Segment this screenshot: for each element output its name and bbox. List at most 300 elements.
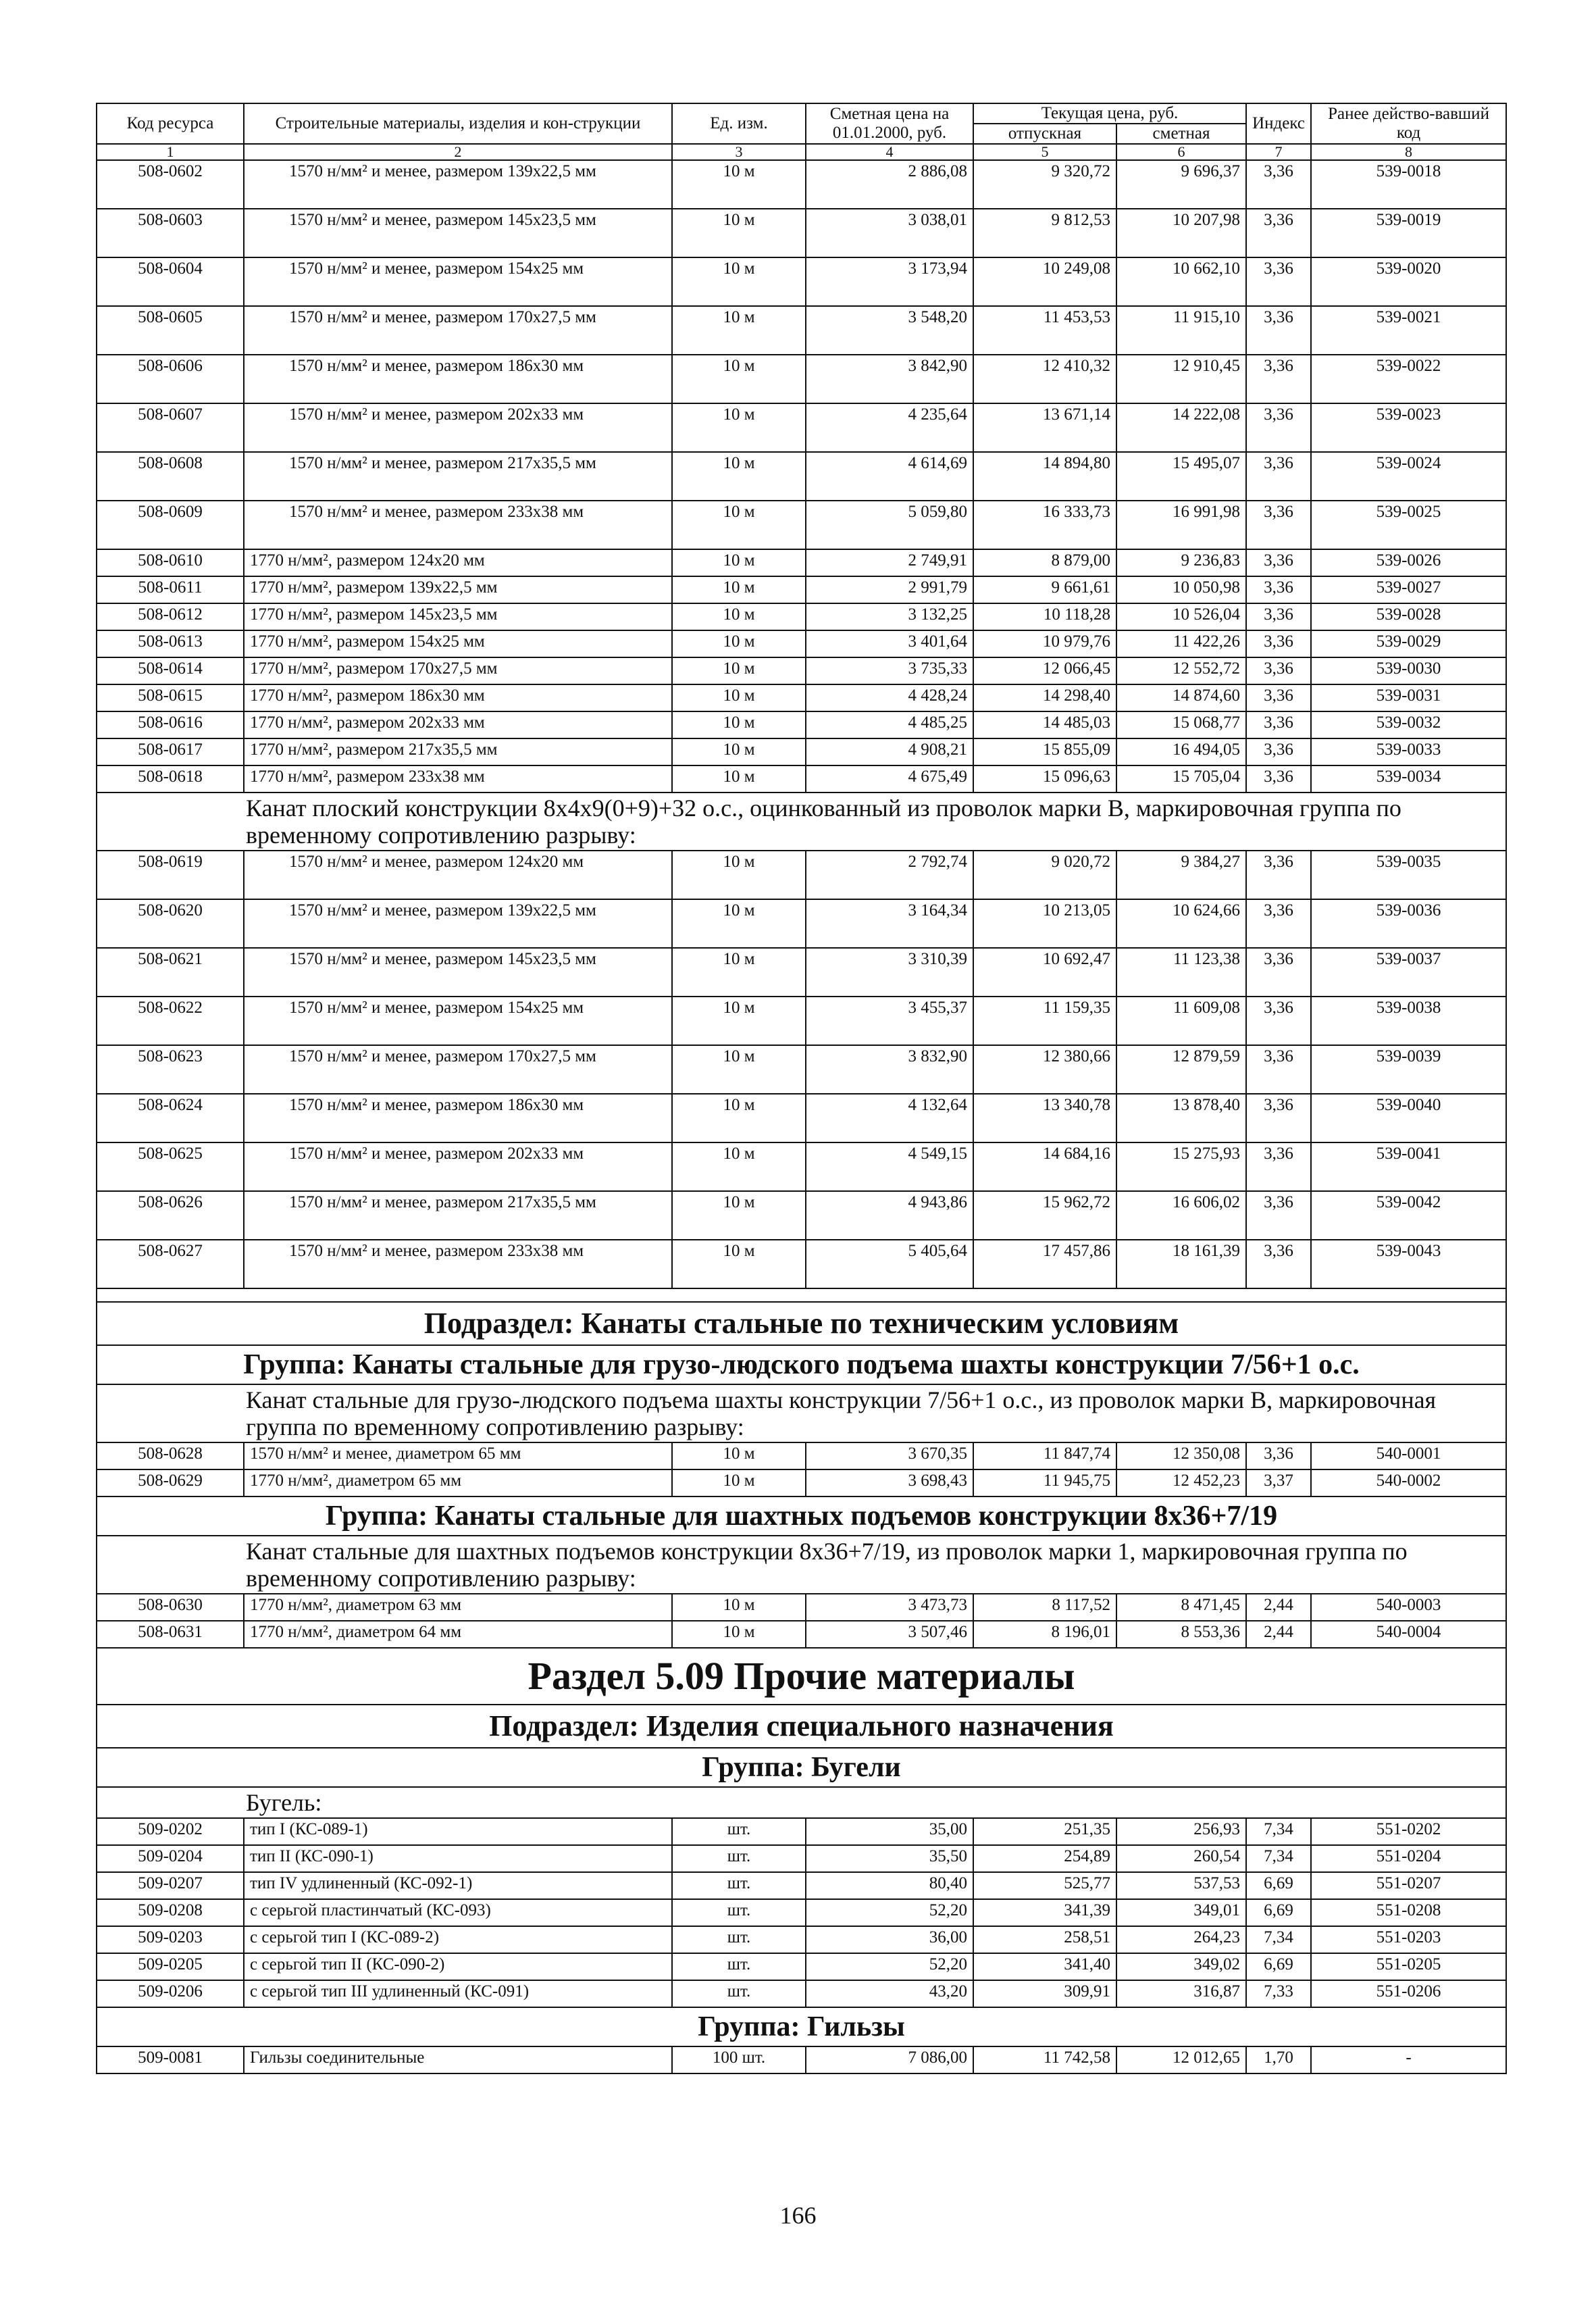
unit-cell: 10 м <box>672 997 806 1045</box>
estimate-price-cell: 16 494,05 <box>1116 738 1246 765</box>
code-cell: 508-0621 <box>97 948 244 997</box>
price-table <box>96 103 1507 2074</box>
name-cell: с серьгой тип I (КС-089-2) <box>244 1926 672 1953</box>
index-cell: 3,36 <box>1246 355 1311 403</box>
base-price-cell: 5 059,80 <box>806 501 973 549</box>
note-7-56: Канат стальные для грузо-людского подъема шахты конструкции 7/56+1 о.с., из проволок марки В, маркировочная группа по временному сопротивлению разрыву: <box>97 1384 1506 1442</box>
old-code-cell: 539-0032 <box>1311 711 1506 738</box>
old-code-cell: 539-0037 <box>1311 948 1506 997</box>
old-code-cell: 551-0205 <box>1311 1953 1506 1980</box>
base-price-cell: 3 401,64 <box>806 630 973 657</box>
unit-cell: 100 шт. <box>672 2046 806 2073</box>
index-cell: 3,36 <box>1246 948 1311 997</box>
table-row <box>97 1872 1506 1899</box>
table-row <box>97 1045 1506 1094</box>
header-index: Индекс <box>1246 103 1311 144</box>
table-row <box>97 403 1506 452</box>
old-code-cell: 539-0039 <box>1311 1045 1506 1094</box>
release-price-cell: 10 979,76 <box>973 630 1116 657</box>
page-number: 166 <box>779 2202 817 2229</box>
table-row <box>97 765 1506 793</box>
old-code-cell: 539-0029 <box>1311 630 1506 657</box>
base-price-cell: 3 038,01 <box>806 209 973 257</box>
table-row <box>97 684 1506 711</box>
unit-cell: 10 м <box>672 549 806 576</box>
estimate-price-cell: 11 422,26 <box>1116 630 1246 657</box>
release-price-cell: 9 812,53 <box>973 209 1116 257</box>
code-cell: 508-0609 <box>97 501 244 549</box>
estimate-price-cell: 9 384,27 <box>1116 851 1246 899</box>
unit-cell: 10 м <box>672 738 806 765</box>
estimate-price-cell: 16 991,98 <box>1116 501 1246 549</box>
release-price-cell: 15 096,63 <box>973 765 1116 793</box>
base-price-cell: 36,00 <box>806 1926 973 1953</box>
table-row <box>97 603 1506 630</box>
table-row <box>97 1442 1506 1469</box>
release-price-cell: 9 320,72 <box>973 160 1116 209</box>
estimate-price-cell: 316,87 <box>1116 1980 1246 2007</box>
unit-cell: 10 м <box>672 1594 806 1621</box>
table-row <box>97 1094 1506 1142</box>
name-cell: 1570 н/мм² и менее, размером 186x30 мм <box>244 355 672 403</box>
old-code-cell: 551-0202 <box>1311 1818 1506 1845</box>
index-cell: 2,44 <box>1246 1621 1311 1648</box>
header-code: Код ресурса <box>97 103 244 144</box>
header-estimate-price: сметная <box>1116 124 1246 144</box>
estimate-price-cell: 9 236,83 <box>1116 549 1246 576</box>
code-cell: 509-0206 <box>97 1980 244 2007</box>
release-price-cell: 11 945,75 <box>973 1469 1116 1496</box>
header-current-price: Текущая цена, руб. <box>973 103 1246 124</box>
column-numbers-row <box>97 144 1506 160</box>
code-cell: 508-0607 <box>97 403 244 452</box>
name-cell: 1570 н/мм² и менее, размером 154x25 мм <box>244 257 672 306</box>
name-cell: тип II (КС-090-1) <box>244 1845 672 1872</box>
name-cell: 1570 н/мм² и менее, размером 233x38 мм <box>244 1240 672 1288</box>
code-cell: 508-0619 <box>97 851 244 899</box>
code-cell: 508-0627 <box>97 1240 244 1288</box>
release-price-cell: 14 684,16 <box>973 1142 1116 1191</box>
header-unit: Ед. изм. <box>672 103 806 144</box>
unit-cell: 10 м <box>672 209 806 257</box>
release-price-cell: 10 118,28 <box>973 603 1116 630</box>
old-code-cell: 539-0022 <box>1311 355 1506 403</box>
unit-cell: 10 м <box>672 452 806 501</box>
estimate-price-cell: 15 495,07 <box>1116 452 1246 501</box>
old-code-cell: 539-0024 <box>1311 452 1506 501</box>
unit-cell: 10 м <box>672 1094 806 1142</box>
table-row <box>97 1926 1506 1953</box>
old-code-cell: 539-0028 <box>1311 603 1506 630</box>
old-code-cell: 551-0208 <box>1311 1899 1506 1926</box>
code-cell: 508-0623 <box>97 1045 244 1094</box>
old-code-cell: 539-0030 <box>1311 657 1506 684</box>
subsection-special-title: Подраздел: Изделия специального назначения <box>97 1705 1506 1748</box>
estimate-price-cell: 349,01 <box>1116 1899 1246 1926</box>
code-cell: 508-0618 <box>97 765 244 793</box>
column-number: 2 <box>244 144 672 160</box>
header-base-price: Сметная цена на 01.01.2000, руб. <box>806 103 973 144</box>
unit-cell: 10 м <box>672 576 806 603</box>
old-code-cell: 540-0001 <box>1311 1442 1506 1469</box>
release-price-cell: 8 117,52 <box>973 1594 1116 1621</box>
index-cell: 3,36 <box>1246 1045 1311 1094</box>
old-code-cell: 540-0002 <box>1311 1469 1506 1496</box>
group-sleeves-title-row <box>97 2007 1506 2046</box>
code-cell: 509-0204 <box>97 1845 244 1872</box>
base-price-cell: 4 943,86 <box>806 1191 973 1240</box>
column-number: 7 <box>1246 144 1311 160</box>
base-price-cell: 3 698,43 <box>806 1469 973 1496</box>
code-cell: 509-0081 <box>97 2046 244 2073</box>
release-price-cell: 12 066,45 <box>973 657 1116 684</box>
code-cell: 509-0207 <box>97 1872 244 1899</box>
code-cell: 508-0629 <box>97 1469 244 1496</box>
index-cell: 3,36 <box>1246 257 1311 306</box>
table-row <box>97 899 1506 948</box>
base-price-cell: 4 549,15 <box>806 1142 973 1191</box>
table-row <box>97 452 1506 501</box>
unit-cell: шт. <box>672 1953 806 1980</box>
index-cell: 7,34 <box>1246 1818 1311 1845</box>
index-cell: 3,36 <box>1246 630 1311 657</box>
name-cell: 1770 н/мм², диаметром 64 мм <box>244 1621 672 1648</box>
base-price-cell: 4 614,69 <box>806 452 973 501</box>
unit-cell: 10 м <box>672 1469 806 1496</box>
estimate-price-cell: 13 878,40 <box>1116 1094 1246 1142</box>
header-release-price: отпускная <box>973 124 1116 144</box>
unit-cell: 10 м <box>672 1191 806 1240</box>
column-number: 4 <box>806 144 973 160</box>
base-price-cell: 52,20 <box>806 1899 973 1926</box>
code-cell: 509-0202 <box>97 1818 244 1845</box>
unit-cell: 10 м <box>672 948 806 997</box>
unit-cell: 10 м <box>672 1621 806 1648</box>
name-cell: 1770 н/мм², размером 186x30 мм <box>244 684 672 711</box>
old-code-cell: 540-0003 <box>1311 1594 1506 1621</box>
group-bugels-title: Группа: Бугели <box>97 1748 1506 1787</box>
old-code-cell: 539-0035 <box>1311 851 1506 899</box>
code-cell: 508-0624 <box>97 1094 244 1142</box>
code-cell: 509-0205 <box>97 1953 244 1980</box>
release-price-cell: 13 671,14 <box>973 403 1116 452</box>
index-cell: 3,36 <box>1246 1142 1311 1191</box>
name-cell: с серьгой тип II (КС-090-2) <box>244 1953 672 1980</box>
table-row <box>97 1142 1506 1191</box>
estimate-price-cell: 12 879,59 <box>1116 1045 1246 1094</box>
code-cell: 508-0628 <box>97 1442 244 1469</box>
unit-cell: 10 м <box>672 765 806 793</box>
old-code-cell: 551-0206 <box>1311 1980 1506 2007</box>
old-code-cell: 539-0038 <box>1311 997 1506 1045</box>
group-7-56-title: Группа: Канаты стальные для грузо-людского подъема шахты конструкции 7/56+1 о.с. <box>97 1345 1506 1384</box>
release-price-cell: 10 692,47 <box>973 948 1116 997</box>
base-price-cell: 4 675,49 <box>806 765 973 793</box>
name-cell: 1770 н/мм², размером 124x20 мм <box>244 549 672 576</box>
index-cell: 3,36 <box>1246 1442 1311 1469</box>
code-cell: 508-0616 <box>97 711 244 738</box>
code-cell: 508-0605 <box>97 306 244 355</box>
table-row <box>97 1469 1506 1496</box>
index-cell: 1,70 <box>1246 2046 1311 2073</box>
index-cell: 3,36 <box>1246 576 1311 603</box>
base-price-cell: 4 132,64 <box>806 1094 973 1142</box>
index-cell: 6,69 <box>1246 1953 1311 1980</box>
base-price-cell: 4 485,25 <box>806 711 973 738</box>
release-price-cell: 14 894,80 <box>973 452 1116 501</box>
name-cell: 1570 н/мм² и менее, размером 139x22,5 мм <box>244 899 672 948</box>
name-cell: 1570 н/мм² и менее, размером 233x38 мм <box>244 501 672 549</box>
release-price-cell: 15 855,09 <box>973 738 1116 765</box>
name-cell: тип IV удлиненный (КС-092-1) <box>244 1872 672 1899</box>
spacer-cell <box>97 1288 1506 1302</box>
table-row <box>97 501 1506 549</box>
group-bugels-title-row <box>97 1748 1506 1787</box>
name-cell: 1570 н/мм² и менее, размером 145x23,5 мм <box>244 209 672 257</box>
table-row <box>97 1594 1506 1621</box>
note-flat-rope: Канат плоский конструкции 8x4x9(0+9)+32 о.с., оцинкованный из проволок марки В, маркировочная группа по временному сопротивлению разрыву: <box>97 793 1506 851</box>
base-price-cell: 3 507,46 <box>806 1621 973 1648</box>
release-price-cell: 9 020,72 <box>973 851 1116 899</box>
release-price-cell: 8 879,00 <box>973 549 1116 576</box>
code-cell: 508-0614 <box>97 657 244 684</box>
name-cell: 1770 н/мм², размером 139x22,5 мм <box>244 576 672 603</box>
estimate-price-cell: 8 471,45 <box>1116 1594 1246 1621</box>
code-cell: 508-0630 <box>97 1594 244 1621</box>
code-cell: 508-0620 <box>97 899 244 948</box>
code-cell: 508-0612 <box>97 603 244 630</box>
unit-cell: 10 м <box>672 657 806 684</box>
index-cell: 3,36 <box>1246 209 1311 257</box>
name-cell: с серьгой пластинчатый (КС-093) <box>244 1899 672 1926</box>
note-8x36: Канат стальные для шахтных подъемов конструкции 8x36+7/19, из проволок марки 1, маркировочная группа по временному сопротивлению разрыву: <box>97 1536 1506 1594</box>
index-cell: 3,36 <box>1246 997 1311 1045</box>
release-price-cell: 11 742,58 <box>973 2046 1116 2073</box>
name-cell: 1570 н/мм² и менее, размером 124x20 мм <box>244 851 672 899</box>
table-row <box>97 209 1506 257</box>
code-cell: 508-0625 <box>97 1142 244 1191</box>
table-row <box>97 1621 1506 1648</box>
bugel-label-row <box>97 1787 1506 1818</box>
header-name: Строительные материалы, изделия и кон-струкции <box>244 103 672 144</box>
old-code-cell: 551-0203 <box>1311 1926 1506 1953</box>
estimate-price-cell: 10 526,04 <box>1116 603 1246 630</box>
column-number: 3 <box>672 144 806 160</box>
base-price-cell: 43,20 <box>806 1980 973 2007</box>
base-price-cell: 2 749,91 <box>806 549 973 576</box>
unit-cell: шт. <box>672 1818 806 1845</box>
estimate-price-cell: 11 609,08 <box>1116 997 1246 1045</box>
index-cell: 3,36 <box>1246 684 1311 711</box>
table-row <box>97 549 1506 576</box>
release-price-cell: 11 847,74 <box>973 1442 1116 1469</box>
code-cell: 508-0611 <box>97 576 244 603</box>
table-row <box>97 711 1506 738</box>
release-price-cell: 341,40 <box>973 1953 1116 1980</box>
header-row <box>97 103 1506 124</box>
note-8x36-row <box>97 1536 1506 1594</box>
code-cell: 509-0208 <box>97 1899 244 1926</box>
old-code-cell: 539-0025 <box>1311 501 1506 549</box>
base-price-cell: 3 735,33 <box>806 657 973 684</box>
name-cell: 1770 н/мм², размером 202x33 мм <box>244 711 672 738</box>
base-price-cell: 3 842,90 <box>806 355 973 403</box>
note-flat-rope-row <box>97 793 1506 851</box>
index-cell: 3,36 <box>1246 452 1311 501</box>
base-price-cell: 2 991,79 <box>806 576 973 603</box>
release-price-cell: 13 340,78 <box>973 1094 1116 1142</box>
estimate-price-cell: 18 161,39 <box>1116 1240 1246 1288</box>
release-price-cell: 10 213,05 <box>973 899 1116 948</box>
index-cell: 3,36 <box>1246 851 1311 899</box>
section-509-title-row <box>97 1648 1506 1705</box>
code-cell: 508-0626 <box>97 1191 244 1240</box>
release-price-cell: 9 661,61 <box>973 576 1116 603</box>
index-cell: 3,36 <box>1246 657 1311 684</box>
index-cell: 3,36 <box>1246 403 1311 452</box>
name-cell: 1770 н/мм², размером 217x35,5 мм <box>244 738 672 765</box>
unit-cell: шт. <box>672 1980 806 2007</box>
base-price-cell: 80,40 <box>806 1872 973 1899</box>
release-price-cell: 10 249,08 <box>973 257 1116 306</box>
group-sleeves-title: Группа: Гильзы <box>97 2007 1506 2046</box>
name-cell: 1770 н/мм², диаметром 65 мм <box>244 1469 672 1496</box>
spacer-row <box>97 1288 1506 1302</box>
estimate-price-cell: 12 350,08 <box>1116 1442 1246 1469</box>
old-code-cell: 551-0207 <box>1311 1872 1506 1899</box>
unit-cell: 10 м <box>672 851 806 899</box>
index-cell: 3,36 <box>1246 306 1311 355</box>
old-code-cell: 539-0042 <box>1311 1191 1506 1240</box>
unit-cell: 10 м <box>672 630 806 657</box>
index-cell: 6,69 <box>1246 1899 1311 1926</box>
subsection-special-title-row <box>97 1705 1506 1748</box>
estimate-price-cell: 264,23 <box>1116 1926 1246 1953</box>
name-cell: 1570 н/мм² и менее, размером 202x33 мм <box>244 403 672 452</box>
table-row <box>97 997 1506 1045</box>
estimate-price-cell: 537,53 <box>1116 1872 1246 1899</box>
estimate-price-cell: 11 915,10 <box>1116 306 1246 355</box>
old-code-cell: 540-0004 <box>1311 1621 1506 1648</box>
base-price-cell: 35,00 <box>806 1818 973 1845</box>
estimate-price-cell: 15 705,04 <box>1116 765 1246 793</box>
base-price-cell: 3 832,90 <box>806 1045 973 1094</box>
release-price-cell: 11 159,35 <box>973 997 1116 1045</box>
code-cell: 509-0203 <box>97 1926 244 1953</box>
code-cell: 508-0622 <box>97 997 244 1045</box>
unit-cell: шт. <box>672 1926 806 1953</box>
old-code-cell: 539-0019 <box>1311 209 1506 257</box>
old-code-cell: 539-0043 <box>1311 1240 1506 1288</box>
table-row <box>97 738 1506 765</box>
unit-cell: шт. <box>672 1899 806 1926</box>
table-row <box>97 1980 1506 2007</box>
old-code-cell: - <box>1311 2046 1506 2073</box>
unit-cell: шт. <box>672 1845 806 1872</box>
index-cell: 3,36 <box>1246 160 1311 209</box>
old-code-cell: 539-0018 <box>1311 160 1506 209</box>
estimate-price-cell: 14 874,60 <box>1116 684 1246 711</box>
index-cell: 3,36 <box>1246 711 1311 738</box>
old-code-cell: 539-0020 <box>1311 257 1506 306</box>
name-cell: 1570 н/мм² и менее, размером 139x22,5 мм <box>244 160 672 209</box>
index-cell: 3,36 <box>1246 603 1311 630</box>
estimate-price-cell: 260,54 <box>1116 1845 1246 1872</box>
table-row <box>97 2046 1506 2073</box>
code-cell: 508-0603 <box>97 209 244 257</box>
unit-cell: 10 м <box>672 501 806 549</box>
index-cell: 3,36 <box>1246 1094 1311 1142</box>
name-cell: 1770 н/мм², размером 154x25 мм <box>244 630 672 657</box>
table-row <box>97 1240 1506 1288</box>
code-cell: 508-0617 <box>97 738 244 765</box>
release-price-cell: 258,51 <box>973 1926 1116 1953</box>
base-price-cell: 3 455,37 <box>806 997 973 1045</box>
base-price-cell: 3 670,35 <box>806 1442 973 1469</box>
table-row <box>97 851 1506 899</box>
base-price-cell: 35,50 <box>806 1845 973 1872</box>
unit-cell: 10 м <box>672 1442 806 1469</box>
index-cell: 3,36 <box>1246 899 1311 948</box>
unit-cell: 10 м <box>672 257 806 306</box>
base-price-cell: 3 310,39 <box>806 948 973 997</box>
base-price-cell: 3 173,94 <box>806 257 973 306</box>
release-price-cell: 8 196,01 <box>973 1621 1116 1648</box>
subsection-tech-title: Подраздел: Канаты стальные по техническим условиям <box>97 1302 1506 1345</box>
base-price-cell: 3 473,73 <box>806 1594 973 1621</box>
table-row <box>97 160 1506 209</box>
base-price-cell: 5 405,64 <box>806 1240 973 1288</box>
index-cell: 3,36 <box>1246 501 1311 549</box>
old-code-cell: 539-0023 <box>1311 403 1506 452</box>
column-number: 1 <box>97 144 244 160</box>
name-cell: 1770 н/мм², диаметром 63 мм <box>244 1594 672 1621</box>
index-cell: 3,36 <box>1246 1191 1311 1240</box>
name-cell: 1770 н/мм², размером 145x23,5 мм <box>244 603 672 630</box>
name-cell: 1570 н/мм² и менее, размером 170x27,5 мм <box>244 1045 672 1094</box>
table-row <box>97 355 1506 403</box>
release-price-cell: 525,77 <box>973 1872 1116 1899</box>
estimate-price-cell: 12 012,65 <box>1116 2046 1246 2073</box>
table-row <box>97 1953 1506 1980</box>
group-7-56-title-row <box>97 1345 1506 1384</box>
table-row <box>97 1845 1506 1872</box>
unit-cell: 10 м <box>672 899 806 948</box>
code-cell: 508-0613 <box>97 630 244 657</box>
code-cell: 508-0631 <box>97 1621 244 1648</box>
table-row <box>97 1899 1506 1926</box>
base-price-cell: 2 792,74 <box>806 851 973 899</box>
table-row <box>97 1191 1506 1240</box>
index-cell: 3,37 <box>1246 1469 1311 1496</box>
base-price-cell: 3 164,34 <box>806 899 973 948</box>
release-price-cell: 251,35 <box>973 1818 1116 1845</box>
column-number: 6 <box>1116 144 1246 160</box>
base-price-cell: 4 235,64 <box>806 403 973 452</box>
name-cell: 1570 н/мм² и менее, размером 145x23,5 мм <box>244 948 672 997</box>
price-table-sheet <box>96 103 1505 2074</box>
estimate-price-cell: 8 553,36 <box>1116 1621 1246 1648</box>
base-price-cell: 52,20 <box>806 1953 973 1980</box>
index-cell: 3,36 <box>1246 738 1311 765</box>
name-cell: 1570 н/мм² и менее, диаметром 65 мм <box>244 1442 672 1469</box>
base-price-cell: 3 132,25 <box>806 603 973 630</box>
name-cell: 1570 н/мм² и менее, размером 186x30 мм <box>244 1094 672 1142</box>
unit-cell: 10 м <box>672 711 806 738</box>
estimate-price-cell: 16 606,02 <box>1116 1191 1246 1240</box>
column-number: 5 <box>973 144 1116 160</box>
index-cell: 7,34 <box>1246 1845 1311 1872</box>
